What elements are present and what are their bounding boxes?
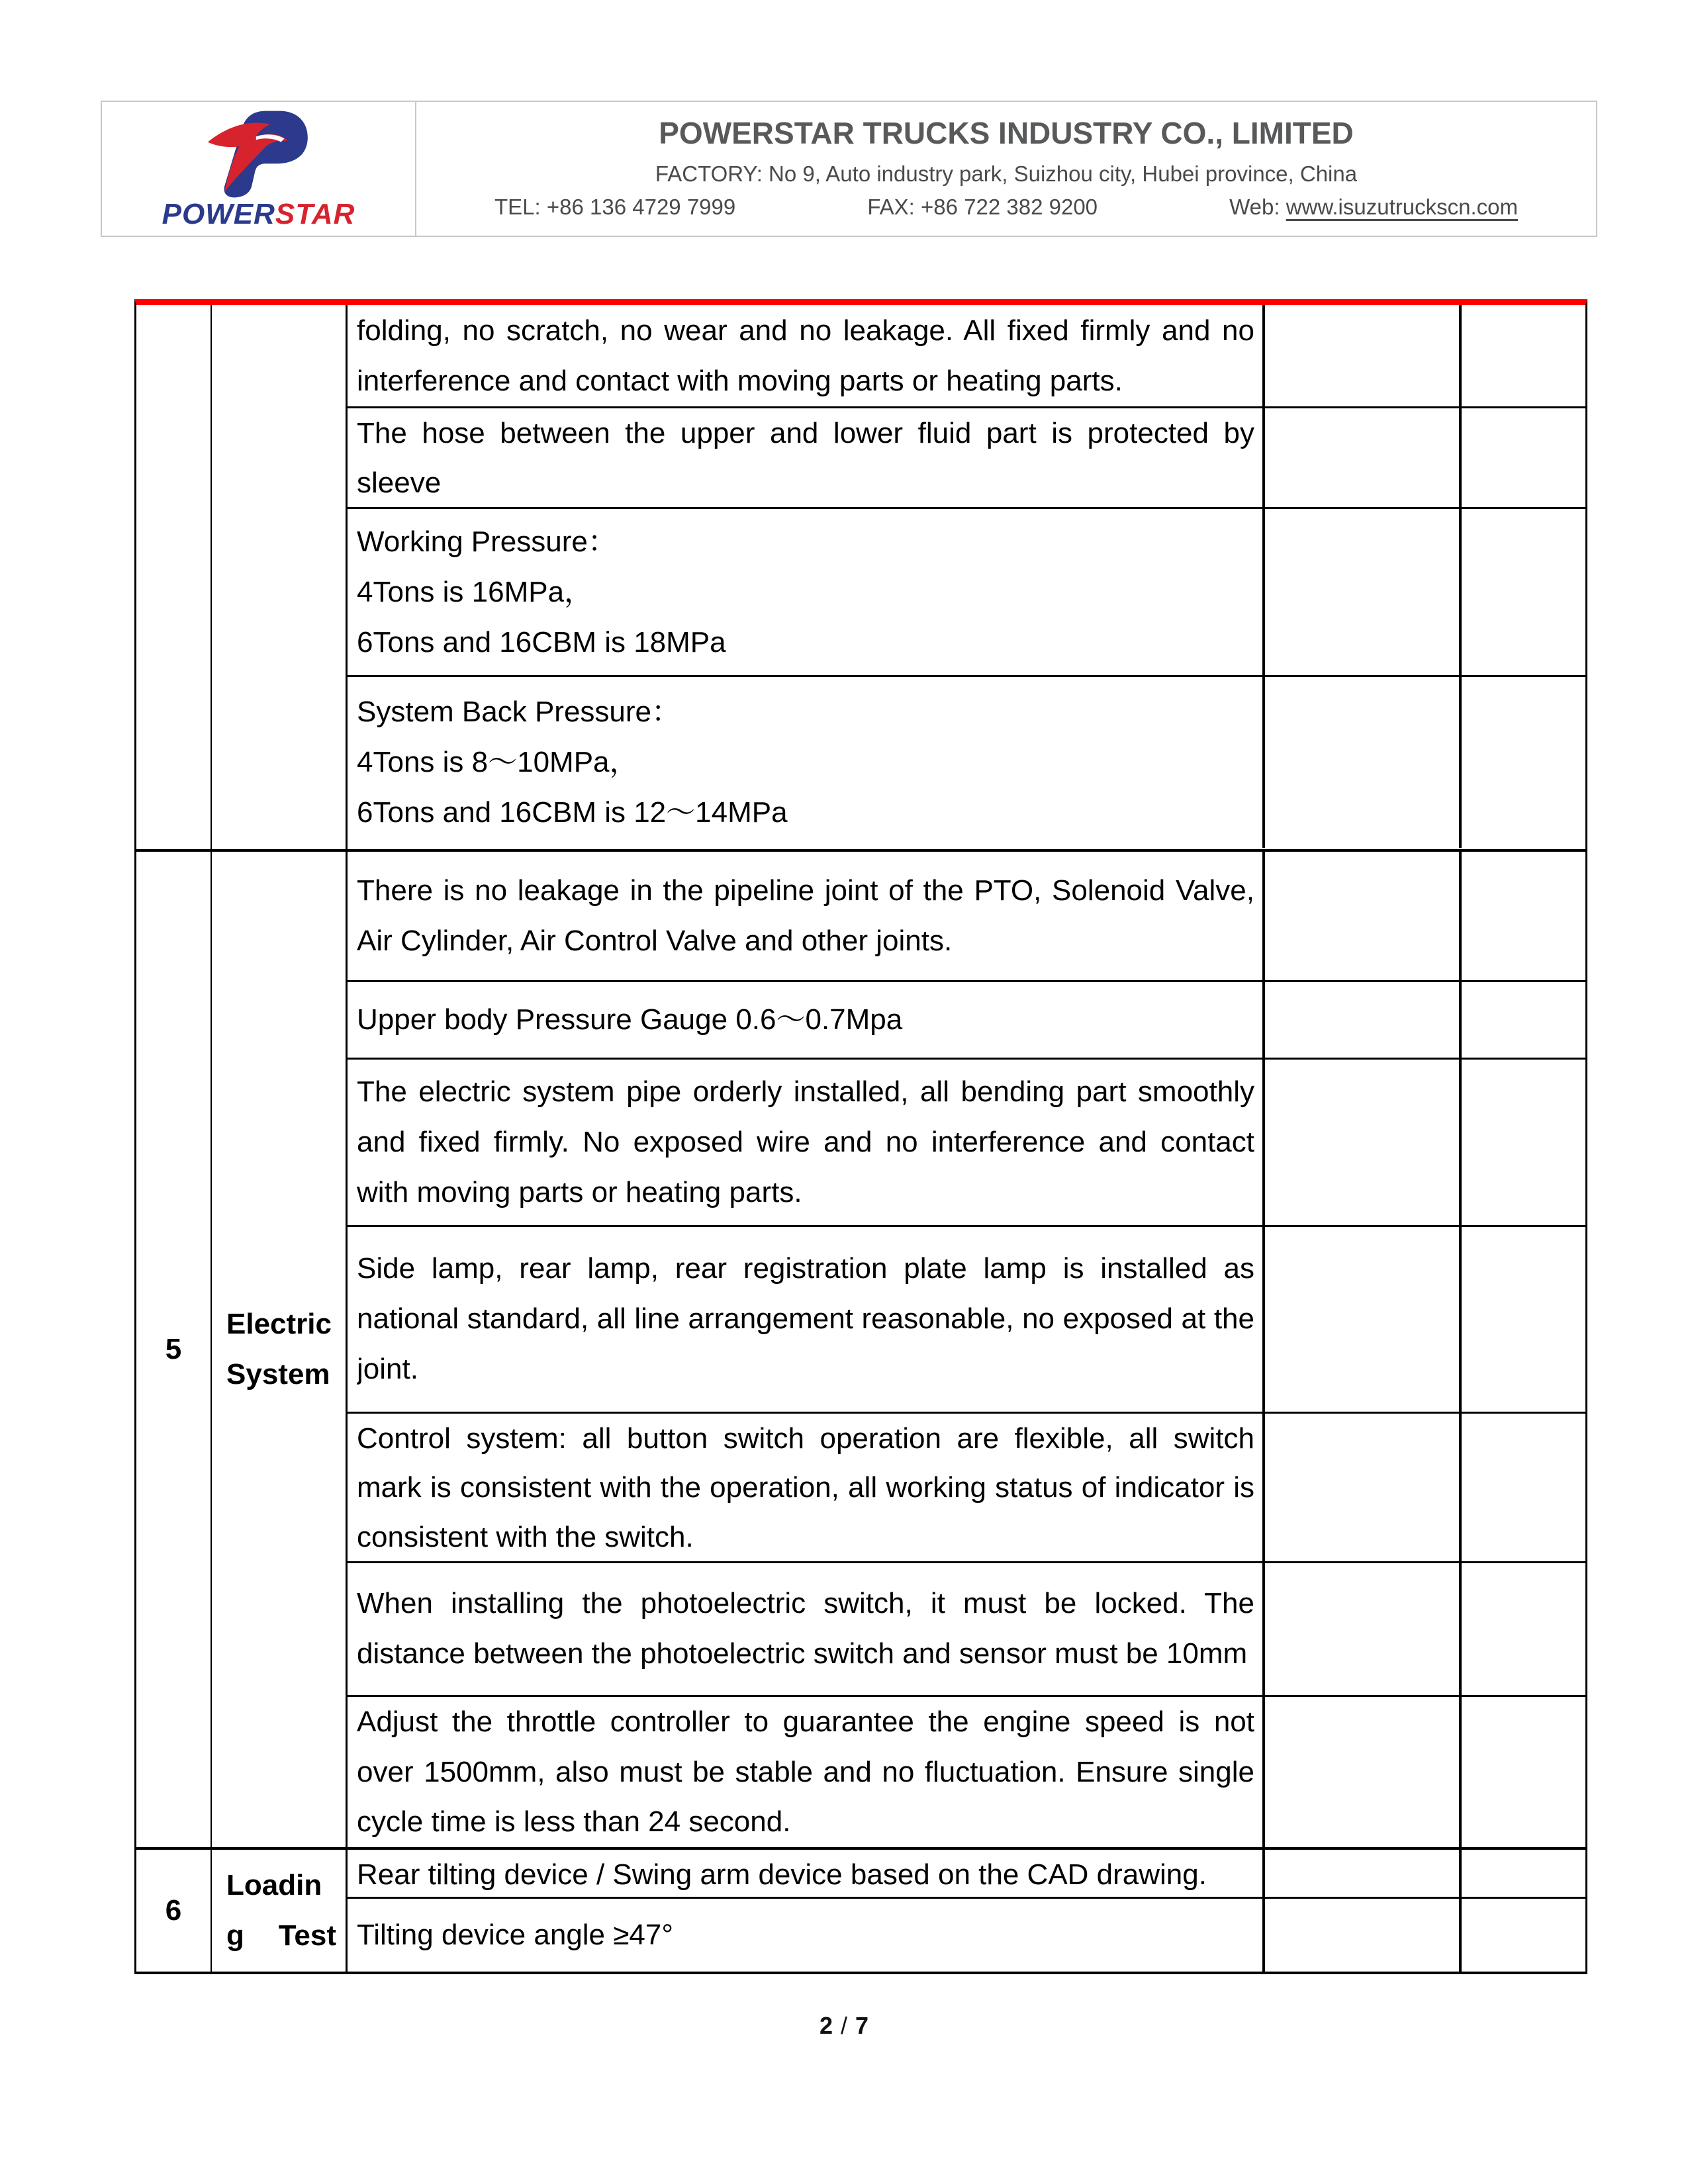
- requirement-line: and fixed firmly. No exposed wire and no interference and contact: [357, 1125, 1254, 1158]
- requirement-line: interference and contact with moving parts or heating parts.: [357, 364, 1123, 397]
- section-category-cell: [212, 305, 348, 849]
- result-cell: [1265, 1563, 1462, 1695]
- powerstar-eagle-p-icon: [203, 110, 314, 199]
- table-row: [348, 1897, 1585, 1972]
- letterhead: [101, 101, 1597, 237]
- table-row: [348, 1561, 1585, 1695]
- page-number: [0, 2012, 1688, 2040]
- requirement-line: System Back Pressure：: [357, 696, 681, 728]
- requirement-line: Upper body Pressure Gauge 0.6～0.7Mpa: [357, 1003, 903, 1036]
- remark-cell: [1462, 1414, 1585, 1561]
- remark-cell: [1462, 1850, 1585, 1897]
- requirement-line: 4Tons is 8～10MPa，: [357, 746, 639, 778]
- table-row: [348, 305, 1585, 406]
- company-logo: [102, 102, 416, 236]
- section-4-continued: [136, 305, 1585, 849]
- table-row: [348, 507, 1585, 675]
- requirement-line: The hose between the upper and lower fluid part is protected by: [357, 417, 1254, 449]
- remark-cell: [1462, 509, 1585, 675]
- requirement-line: over 1500mm, also must be stable and no fluctuation. Ensure single: [357, 1755, 1254, 1788]
- table-row: [348, 1850, 1585, 1897]
- letterhead-info: [416, 102, 1596, 236]
- table-row: [348, 406, 1585, 507]
- requirement-line: Side lamp, rear lamp, rear registration plate lamp is installed as: [357, 1252, 1254, 1285]
- category-line: Loadin: [226, 1868, 322, 1901]
- section-category-cell: [212, 1850, 348, 1972]
- remark-cell: [1462, 1060, 1585, 1225]
- factory-address: FACTORY: No 9, Auto industry park, Suizhou city, Hubei province, China: [655, 161, 1358, 186]
- requirement-cell: [348, 1414, 1265, 1561]
- remark-cell: [1462, 852, 1585, 980]
- requirement-line: joint.: [357, 1353, 418, 1386]
- remark-cell: [1462, 1697, 1585, 1847]
- result-cell: [1265, 509, 1462, 675]
- table-row: [348, 1412, 1585, 1561]
- requirement-cell: [348, 305, 1265, 406]
- requirement-line: distance between the photoelectric switch and sensor must be 10mm: [357, 1637, 1248, 1670]
- table-row: [348, 1058, 1585, 1225]
- section-number-cell: 6: [136, 1850, 212, 1972]
- requirement-line: mark is consistent with the operation, all working status of indicator is: [357, 1471, 1254, 1504]
- remark-cell: [1462, 1563, 1585, 1695]
- table-row: [348, 675, 1585, 848]
- remark-cell: [1462, 1227, 1585, 1412]
- remark-cell: [1462, 408, 1585, 507]
- requirement-cell: [348, 852, 1265, 980]
- table-row: [348, 980, 1585, 1058]
- requirement-cell: [348, 408, 1265, 507]
- fax-number: FAX: +86 722 382 9200: [867, 195, 1098, 219]
- result-cell: [1265, 1060, 1462, 1225]
- remark-cell: [1462, 305, 1585, 406]
- web-label: Web:: [1229, 195, 1280, 219]
- section-number-cell: 5: [136, 852, 212, 1847]
- requirement-line: Rear tilting device / Swing arm device based on the CAD drawing.: [357, 1858, 1207, 1891]
- result-cell: [1265, 1899, 1462, 1972]
- company-name: POWERSTAR TRUCKS INDUSTRY CO., LIMITED: [659, 116, 1354, 150]
- remark-cell: [1462, 982, 1585, 1058]
- section-category-cell: [212, 852, 348, 1847]
- section-6-loading-test: [136, 1847, 1585, 1972]
- result-cell: [1265, 852, 1462, 980]
- requirement-cell: [348, 982, 1265, 1058]
- requirement-line: 6Tons and 16CBM is 12～14MPa: [357, 796, 788, 829]
- requirement-line: with moving parts or heating parts.: [357, 1175, 802, 1208]
- result-cell: [1265, 982, 1462, 1058]
- website-link[interactable]: www.isuzutruckscn.com: [1286, 195, 1518, 219]
- result-cell: [1265, 1697, 1462, 1847]
- requirement-cell: [348, 1697, 1265, 1847]
- section-rows: [348, 852, 1585, 1847]
- section-number-cell: [136, 305, 212, 849]
- result-cell: [1265, 1850, 1462, 1897]
- requirement-line: Adjust the throttle controller to guarantee the engine speed is not: [357, 1705, 1254, 1738]
- requirement-cell: [348, 1899, 1265, 1972]
- requirement-line: consistent with the switch.: [357, 1520, 694, 1553]
- remark-cell: [1462, 1899, 1585, 1972]
- result-cell: [1265, 677, 1462, 848]
- requirement-cell: [348, 1563, 1265, 1695]
- requirement-line: 4Tons is 16MPa，: [357, 575, 594, 608]
- page-current: 2: [819, 2012, 833, 2039]
- requirement-cell: [348, 1227, 1265, 1412]
- requirement-cell: [348, 1060, 1265, 1225]
- logo-wordmark: [162, 200, 355, 229]
- web-address: [1229, 195, 1518, 220]
- requirement-line: cycle time is less than 24 second.: [357, 1805, 791, 1839]
- requirement-line: Air Cylinder, Air Control Valve and other joints.: [357, 924, 953, 957]
- section-rows: [348, 1850, 1585, 1972]
- logo-text-power: POWER: [162, 198, 275, 230]
- tel-number: TEL: +86 136 4729 7999: [494, 195, 736, 219]
- requirement-line: There is no leakage in the pipeline joint of the PTO, Solenoid Valve,: [357, 874, 1254, 907]
- requirement-line: folding, no scratch, no wear and no leakage. All fixed firmly and no: [357, 314, 1254, 347]
- page-separator: /: [840, 2012, 847, 2039]
- requirement-line: The electric system pipe orderly installed, all bending part smoothly: [357, 1075, 1254, 1108]
- section-rows: [348, 305, 1585, 849]
- requirement-line: Working Pressure：: [357, 525, 617, 558]
- requirement-line: sleeve: [357, 466, 442, 499]
- requirement-line: When installing the photoelectric switch, it must be locked. The: [357, 1587, 1254, 1620]
- table-row: [348, 852, 1585, 980]
- table-row: [348, 1225, 1585, 1412]
- category-line: System: [226, 1357, 330, 1390]
- category-line: g Test: [226, 1919, 336, 1952]
- remark-cell: [1462, 677, 1585, 848]
- category-line: Electric: [226, 1307, 332, 1340]
- result-cell: [1265, 305, 1462, 406]
- requirement-cell: [348, 1850, 1265, 1897]
- section-5-electric-system: [136, 849, 1585, 1847]
- page-total: 7: [855, 2012, 869, 2039]
- result-cell: [1265, 1227, 1462, 1412]
- requirement-line: Control system: all button switch operation are flexible, all switch: [357, 1422, 1254, 1455]
- result-cell: [1265, 1414, 1462, 1561]
- requirement-cell: [348, 677, 1265, 848]
- table-row: [348, 1695, 1585, 1847]
- result-cell: [1265, 408, 1462, 507]
- requirement-line: national standard, all line arrangement reasonable, no exposed at the: [357, 1302, 1254, 1336]
- requirement-cell: [348, 509, 1265, 675]
- requirement-line: 6Tons and 16CBM is 18MPa: [357, 625, 726, 659]
- contact-line: [416, 195, 1596, 220]
- logo-text-star: STAR: [275, 198, 355, 230]
- inspection-table: [134, 299, 1587, 1974]
- requirement-line: Tilting device angle ≥47°: [357, 1918, 673, 1951]
